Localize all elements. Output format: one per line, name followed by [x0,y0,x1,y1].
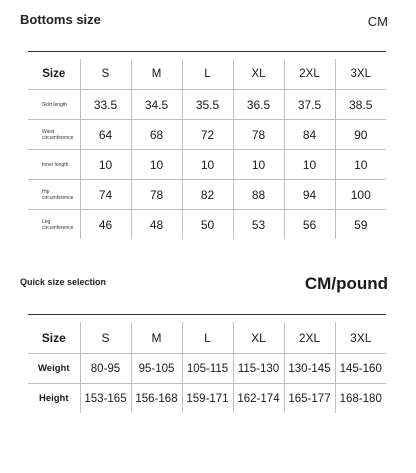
table-cell: 68 [131,120,182,150]
row-label-waist-circumference: Waist circumference [28,120,80,150]
table-row [28,90,386,120]
table-row [28,180,386,210]
quick-size-selection-title: Quick size selection [20,277,107,287]
table-cell: 80-95 [80,354,131,384]
table-cell: 165-177 [284,384,335,414]
table-cell: 10 [182,150,233,180]
row-label-inner-length: Inner length [28,150,80,180]
size-column-header: L [182,59,233,90]
table-cell: 153-165 [80,384,131,414]
row-label-hip-circumference: Hip circumference [28,180,80,210]
table-cell: 90 [335,120,386,150]
table-header-row [28,59,386,90]
size-column-header: XL [233,322,284,354]
table-row [28,210,386,240]
table-cell: 34.5 [131,90,182,120]
table-cell: 105-115 [182,354,233,384]
row-label-height: Height [38,393,69,404]
size-header-label: Size [28,59,80,90]
bottoms-unit-label: CM [367,14,388,29]
quick-size-unit-label: CM/pound [304,274,388,293]
bottoms-size-table [28,59,386,239]
table-cell: 38.5 [335,90,386,120]
table-cell: 64 [80,120,131,150]
table-cell: 72 [182,120,233,150]
size-column-header: S [80,59,131,90]
bottoms-size-title: Bottoms size [20,12,101,27]
size-column-header: 2XL [284,322,335,354]
table-cell: 48 [131,210,182,240]
bottoms-table-top-rule [28,51,386,52]
table-cell: 78 [233,120,284,150]
table-row [28,354,386,384]
size-column-header: L [182,322,233,354]
table-cell: 162-174 [233,384,284,414]
size-column-header: 3XL [335,59,386,90]
quick-table-top-rule [28,314,386,315]
table-cell: 156-168 [131,384,182,414]
row-label-leg-circumference: Leg circumference [42,218,74,231]
table-cell: 53 [233,210,284,240]
table-cell: 130-145 [284,354,335,384]
table-cell: 50 [182,210,233,240]
table-cell: 95-105 [131,354,182,384]
table-cell: 10 [131,150,182,180]
size-header-label: Size [28,322,80,354]
size-column-header: XL [233,59,284,90]
table-cell: 100 [335,180,386,210]
table-cell: 159-171 [182,384,233,414]
quick-size-table [28,322,386,413]
table-cell: 145-160 [335,354,386,384]
size-column-header: 2XL [284,59,335,90]
table-cell: 10 [335,150,386,180]
table-cell: 84 [284,120,335,150]
table-cell: 10 [284,150,335,180]
row-label-skirt-length: Skirt length [28,90,80,120]
table-cell: 36.5 [233,90,284,120]
table-cell: 74 [80,180,131,210]
table-cell: 37.5 [284,90,335,120]
table-row [28,384,386,414]
table-row [28,120,386,150]
table-row [28,150,386,180]
size-column-header: M [131,59,182,90]
table-header-row [28,322,386,354]
table-cell: 115-130 [233,354,284,384]
table-cell: 10 [80,150,131,180]
row-label-weight: Weight [28,354,80,384]
table-cell: 33.5 [80,90,131,120]
table-cell: 82 [182,180,233,210]
table-cell: 59 [335,210,386,240]
size-column-header: M [131,322,182,354]
size-column-header: S [80,322,131,354]
table-cell: 78 [131,180,182,210]
table-cell: 168-180 [335,384,386,414]
table-cell: 94 [284,180,335,210]
table-cell: 46 [80,210,131,240]
table-cell: 88 [233,180,284,210]
size-column-header: 3XL [335,322,386,354]
table-cell: 35.5 [182,90,233,120]
table-cell: 10 [233,150,284,180]
table-cell: 56 [284,210,335,240]
